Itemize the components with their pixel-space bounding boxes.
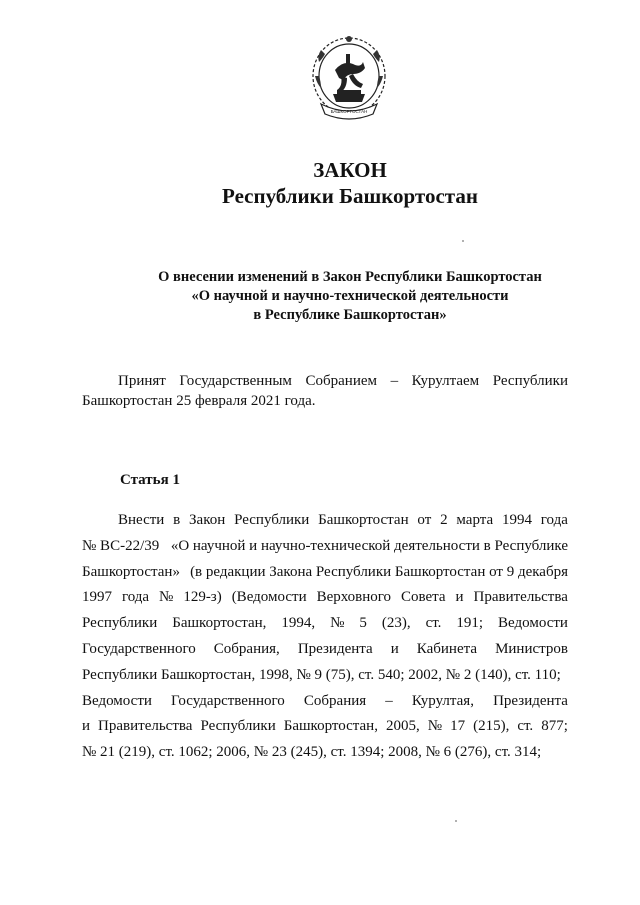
word: Государственного	[171, 692, 285, 709]
word: (Ведомости	[231, 589, 307, 606]
emblem-ribbon-text: БАШКОРТОСТАН	[330, 109, 368, 114]
word: Башкортостан»	[82, 563, 180, 580]
word: 129-з)	[183, 589, 222, 606]
word: Башкортостан,	[172, 615, 267, 632]
word: Правительства	[473, 589, 568, 606]
article-line	[82, 637, 568, 663]
word: года	[540, 512, 568, 528]
word: Республики	[492, 373, 568, 389]
word: Республики	[200, 718, 276, 735]
word: Собрания,	[213, 640, 280, 657]
word: № ВС-22/39	[82, 537, 160, 554]
word: Ведомости	[82, 692, 152, 709]
word: Республики Башкортостан, 1998, № 9 (75), ст. 540; 2002, № 2 (140), ст. 110;	[82, 666, 561, 683]
word: Президента	[493, 692, 568, 709]
subject-line: О внесении изменений в Закон Республики Башкортостан	[158, 269, 542, 285]
word: Совета	[401, 589, 446, 606]
word: Верховного	[316, 589, 392, 606]
word: Курултаем	[411, 373, 480, 389]
word: Собранием	[305, 373, 377, 389]
word: Кабинета	[416, 640, 478, 657]
word: и	[455, 589, 464, 606]
word: №	[427, 718, 443, 735]
coat-of-arms-icon	[307, 30, 391, 130]
word: ст.	[517, 718, 534, 735]
word: в	[173, 512, 181, 528]
word: и	[390, 640, 399, 657]
word: 2005,	[385, 718, 420, 735]
law-subtitle: Республики Башкортостан	[222, 184, 478, 208]
article-line	[82, 740, 568, 766]
word: Башкортостан,	[283, 718, 378, 735]
word: 17	[450, 718, 466, 735]
word: года	[121, 589, 150, 606]
article-line	[82, 689, 568, 715]
scan-speck	[455, 820, 457, 822]
article-body	[82, 508, 568, 766]
word: 191;	[456, 615, 484, 632]
word: №	[159, 589, 174, 606]
article-line	[82, 663, 568, 689]
subject-line: в Республике Башкортостан»	[253, 307, 447, 323]
article-line	[82, 611, 568, 637]
word: Принят	[118, 373, 166, 389]
word: (23),	[381, 615, 411, 632]
adoption-line: Башкортостан 25 февраля 2021 года.	[82, 393, 316, 409]
word: 877;	[541, 718, 568, 735]
word: ст.	[425, 615, 442, 632]
word: «О научной и научно-технической деятельности в Республике	[170, 537, 568, 554]
word: Закон	[189, 512, 226, 528]
word: 5	[359, 615, 367, 632]
word: (215),	[473, 718, 510, 735]
word: и	[82, 718, 91, 735]
word: Ведомости	[498, 615, 568, 632]
word: –	[390, 373, 399, 389]
adoption-line	[82, 371, 568, 391]
word: Правительства	[98, 718, 193, 735]
word: 1994,	[281, 615, 316, 632]
word: Государственного	[82, 640, 196, 657]
word: 1997	[82, 589, 112, 606]
scan-speck	[462, 240, 464, 242]
word: марта	[456, 512, 494, 528]
subject-line: «О научной и научно-технической деятельности	[191, 288, 509, 304]
word: Президента	[297, 640, 373, 657]
article-line	[82, 508, 568, 534]
word: Республики	[234, 512, 310, 528]
word: №	[330, 615, 345, 632]
word: Республики	[82, 615, 158, 632]
article-line	[82, 560, 568, 586]
word: 2	[440, 512, 448, 528]
word: Министров	[495, 640, 568, 657]
word: от	[417, 512, 432, 528]
adoption-statement	[82, 371, 568, 411]
word: Внести	[118, 512, 165, 528]
law-title: ЗАКОН	[313, 158, 387, 182]
word: № 21 (219), ст. 1062; 2006, № 23 (245), ст. 1394; 2008, № 6 (276), ст. 314;	[82, 744, 542, 761]
word: Собрания	[303, 692, 367, 709]
law-subject	[100, 268, 600, 325]
word: Курултая,	[411, 692, 474, 709]
word: Башкортостан	[318, 512, 409, 528]
article-line	[82, 585, 568, 611]
article-line	[82, 534, 568, 560]
word: Государственным	[179, 373, 292, 389]
article-line	[82, 714, 568, 740]
word: 1994	[501, 512, 532, 528]
word: (в редакции Закона Республики Башкортостан от 9 декабря	[190, 563, 568, 580]
word: –	[385, 692, 393, 709]
article-heading: Статья 1	[120, 472, 180, 488]
